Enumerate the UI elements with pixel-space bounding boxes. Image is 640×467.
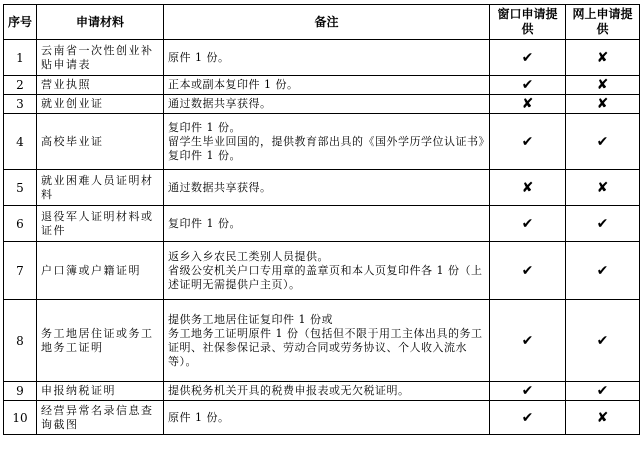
row-note [164,242,490,300]
row-note-line: 提供税务机关开具的税费申报表或无欠税证明。 [168,384,410,397]
table-row [4,114,640,170]
window-check-icon: ✔ [490,382,566,401]
online-cross-icon: ✘ [566,95,640,114]
row-seq: 3 [4,95,37,114]
online-cross-icon: ✘ [566,401,640,435]
header-note: 备注 [164,5,490,40]
row-note-line: 提供务工地居住证复印件 1 份或 [168,312,333,326]
table-header-row [4,5,640,40]
row-note-line: 留学生毕业回国的，提供教育部出具的《国外学历学位认证书》复印件 1 份。 [168,134,485,162]
row-note [164,300,490,382]
online-check-icon: ✔ [566,114,640,170]
row-seq: 8 [4,300,37,382]
row-material-name: 高校毕业证 [37,114,164,170]
window-check-icon: ✔ [490,40,566,76]
window-check-icon: ✔ [490,206,566,242]
row-note-line: 原件 1 份。 [168,410,230,424]
table-row [4,76,640,95]
row-material-name: 户口簿或户籍证明 [37,242,164,300]
row-material-name: 就业创业证 [37,95,164,114]
table-row [4,382,640,401]
row-material-name: 经营异常名录信息查询截图 [37,401,164,435]
table-row [4,401,640,435]
window-cross-icon: ✘ [490,170,566,206]
row-note-line: 务工地务工证明原件 1 份（包括但不限于用工主体出具的务工证明、社保参保记录、劳动合同或劳务协议、个人收入流水等）。 [168,326,483,368]
window-check-icon: ✔ [490,401,566,435]
online-check-icon: ✔ [566,242,640,300]
row-material-name: 云南省一次性创业补贴申请表 [37,40,164,76]
row-note [164,76,490,95]
table-body [4,40,640,435]
row-note-line: 复印件 1 份。 [168,216,241,230]
row-material-name: 申报纳税证明 [37,382,164,401]
online-check-icon: ✔ [566,382,640,401]
row-note [164,401,490,435]
row-note [164,382,490,401]
row-note-line: 返乡入乡农民工类别人员提供。 [168,249,329,263]
row-seq: 1 [4,40,37,76]
online-cross-icon: ✘ [566,76,640,95]
table-row [4,95,640,114]
row-seq: 6 [4,206,37,242]
header-seq: 序号 [4,5,37,40]
row-note [164,95,490,114]
row-material-name: 营业执照 [37,76,164,95]
row-note-line: 通过数据共享获得。 [168,97,272,110]
row-seq: 7 [4,242,37,300]
row-note-line: 复印件 1 份。 [168,120,241,134]
header-window: 窗口申请提供 [490,5,566,40]
row-note-line: 正本或副本复印件 1 份。 [168,78,299,91]
row-seq: 9 [4,382,37,401]
header-name: 申请材料 [37,5,164,40]
window-cross-icon: ✘ [490,95,566,114]
row-note [164,206,490,242]
header-online: 网上申请提供 [566,5,640,40]
row-note [164,40,490,76]
row-note [164,170,490,206]
materials-table [3,4,640,435]
row-seq: 5 [4,170,37,206]
row-seq: 4 [4,114,37,170]
window-check-icon: ✔ [490,114,566,170]
window-check-icon: ✔ [490,300,566,382]
online-cross-icon: ✘ [566,40,640,76]
table-row [4,170,640,206]
window-check-icon: ✔ [490,242,566,300]
table-row [4,300,640,382]
row-note [164,114,490,170]
online-check-icon: ✔ [566,300,640,382]
online-cross-icon: ✘ [566,170,640,206]
row-note-line: 原件 1 份。 [168,50,230,64]
row-material-name: 退役军人证明材料或证件 [37,206,164,242]
row-material-name: 务工地居住证或务工地务工证明 [37,300,164,382]
row-note-line: 通过数据共享获得。 [168,180,272,194]
row-material-name: 就业困难人员证明材料 [37,170,164,206]
row-seq: 2 [4,76,37,95]
table-row [4,40,640,76]
row-seq: 10 [4,401,37,435]
table-row [4,206,640,242]
table-row [4,242,640,300]
online-check-icon: ✔ [566,206,640,242]
window-check-icon: ✔ [490,76,566,95]
row-note-line: 省级公安机关户口专用章的盖章页和本人页复印件各 1 份（上述证明无需提供户主页）。 [168,263,483,291]
